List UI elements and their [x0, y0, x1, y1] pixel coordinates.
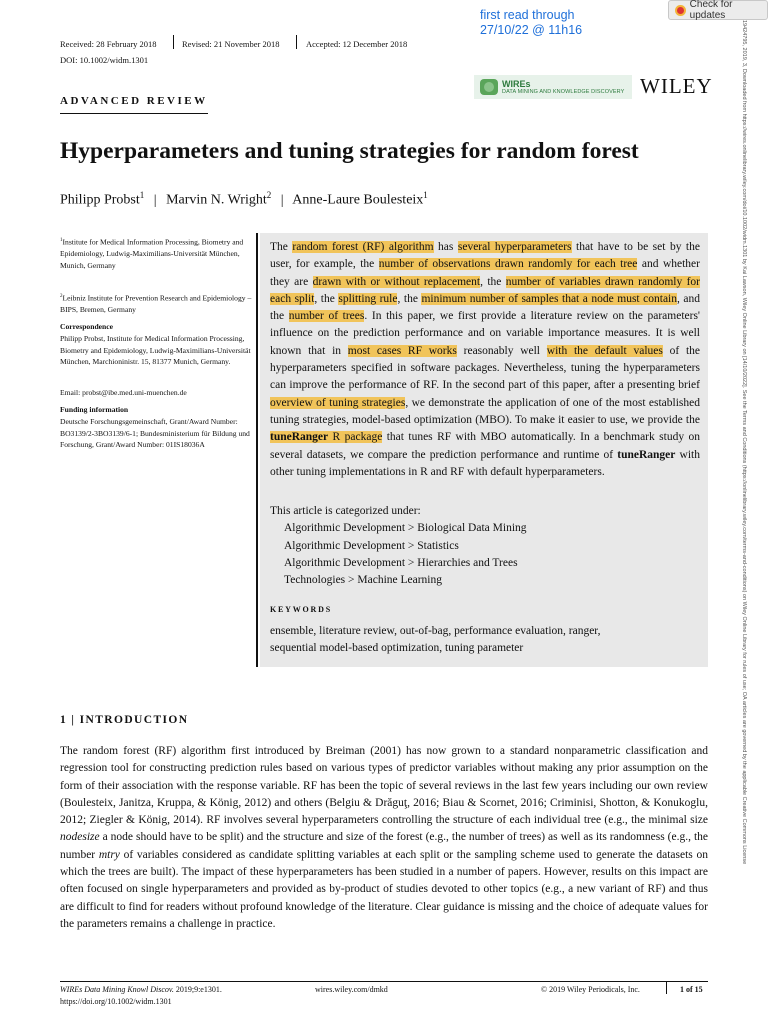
wiley-logo: WILEY — [640, 74, 713, 98]
highlight: number of observations drawn randomly for each tree — [378, 258, 638, 271]
correspondence-text: Philipp Probst, Institute for Medical Information Processing, Biometry and Epidemiology, Ludwig-Maximilians-Universität München, Marchioninistr. 15, 81377 Munich, Germany. — [60, 334, 251, 366]
download-notice — [741, 20, 758, 1020]
author-sup: 2 — [266, 190, 272, 200]
affiliation-2: $^2$Leibniz Institute for Prevention Research and Epidemiology – BIPS, Bremen, Germany — [60, 293, 252, 315]
author-separator: | — [153, 192, 157, 208]
highlight: minimum number of samples that a node must contain — [421, 292, 677, 305]
author-sup: 1 — [139, 190, 145, 200]
category-item[interactable]: Technologies > Machine Learning — [284, 574, 443, 587]
footer-citation: WIREs Data Mining Knowl Discov. 2019;9:e1301. — [60, 985, 222, 994]
check-updates-label: Check for updates — [689, 0, 733, 21]
highlight: with the default values — [546, 344, 663, 357]
section-underline — [60, 113, 208, 114]
accepted-date: Accepted: 12 December 2018 — [306, 39, 408, 49]
highlight: number of variables drawn randomly for each split — [270, 275, 700, 305]
highlight: several hyperparameters — [457, 241, 572, 253]
handwritten-annotation — [480, 8, 582, 38]
wires-name: WIREs — [502, 79, 531, 89]
abstract-text: The random forest (RF) algorithm has several hyperparameters that have to be set by the user, for example, the number of observations drawn randomly for each tree and whether they are drawn with or without replacement, the number of variables drawn randomly for each split, the splitting rule, the minimum number of samples that a node must contain, and the number of trees. In this paper, we first provide a literature review on the parameters' influence on the prediction performance and on variable importance measures. It is well known that in most cases RF works reasonably well with the default values of the hyperparameters specified in software packages. Nevertheless, tuning the hyperparameters can improve the performance of RF. In the second part of this paper, after a presenting brief overview of tuning strategies, we demonstrate the application of one of the most established tuning strategies, model-based optimization (MBO). To make it easier to use, we provide the tuneRanger R package that tunes RF with MBO automatically. In a benchmark study on several datasets, we compare the prediction performance and runtime of tuneRanger with other tuning implementations in R and RF with default hyperparameters. — [270, 241, 701, 478]
categories — [270, 503, 527, 589]
categories-heading: This article is categorized under: — [270, 505, 421, 517]
keywords-line: sequential model-based optimization, tuning parameter — [270, 642, 524, 655]
annotation-line-2: 27/10/22 @ 11h16 — [480, 23, 583, 37]
wires-subtitle: DATA MINING AND KNOWLEDGE DISCOVERY — [502, 89, 625, 95]
keywords — [270, 623, 601, 658]
highlight: number of trees — [288, 310, 365, 323]
divider — [296, 35, 297, 49]
highlight: tuneRanger — [270, 431, 329, 444]
intro-heading: 1 | INTRODUCTION — [60, 714, 189, 726]
keywords-heading: KEYWORDS — [270, 605, 332, 614]
highlight: drawn with or without replacement — [312, 275, 481, 288]
footer-copyright: © 2019 Wiley Periodicals, Inc. — [541, 985, 640, 994]
author-separator: | — [280, 192, 284, 208]
footer-rule — [60, 981, 708, 982]
revised-date: Revised: 21 November 2018 — [182, 39, 280, 49]
highlight: R package — [328, 431, 383, 444]
footer-url[interactable]: wires.wiley.com/dmkd — [315, 985, 388, 994]
category-item[interactable]: Algorithmic Development > Hierarchies and Trees — [284, 556, 518, 569]
email[interactable]: Email: probst@ibe.med.uni-muenchen.de — [60, 388, 187, 397]
highlight: most cases RF works — [347, 344, 457, 357]
download-notice-text: 19424795, 2019, 3, Downloaded from https://wires.onlinelibrary.wiley.com/doi/10.1002/widm.1301 by Kai Lawson, Wiley Online Library on [14/10/2022]. See the Terms and Conditions (https://onlinelibrary.wiley.com/terms-and-conditions) on Wiley Online Library for rules of use; OA articles are governed by the applicable Creative Commons License — [741, 20, 747, 865]
category-item[interactable]: Algorithmic Development > Statistics — [284, 539, 459, 552]
wires-logo — [474, 75, 632, 99]
highlight: random forest (RF) algorithm — [292, 241, 434, 253]
abstract-rule — [256, 233, 258, 667]
author-name[interactable]: Marvin N. Wright — [166, 192, 267, 208]
funding-heading: Funding information — [60, 405, 129, 414]
page-number: 1 of 15 — [680, 985, 703, 994]
correspondence-heading: Correspondence — [60, 322, 114, 331]
highlight: splitting rule — [338, 292, 398, 305]
affiliation-1: $^1$Institute for Medical Information Processing, Biometry and Epidemiology, Ludwig-Maximilians-Universität München, Munich, Germany — [60, 237, 244, 270]
annotation-line-1: first read through — [480, 8, 575, 22]
intro-paragraph: The random forest (RF) algorithm first introduced by Breiman (2001) has now grown to a standard nonparametric classification and regression tool for constructing prediction rules based on various types of predictor variables without making any prior assumption on the form of their association with the response variable. RF has been the topic of several reviews in the last few years including our own review (Boulesteix, Janitza, Kruppa, & König, 2012) and others (Belgiu & Drăguţ, 2016; Biau & Scornet, 2016; Criminisi, Shotton, & Konukoglu, 2012; Ziegler & König, 2014). RF involves several hyperparameters controlling the structure of each individual tree (e.g., the minimal size nodesize a node should have to be split) and the structure and size of the forest (e.g., the number of trees) as well as its randomness (e.g., the number mtry of variables considered as candidate splitting variables at each split or the sampling scheme used to generate the datasets on which the trees are built). The impact of these hyperparameters has been studied in a number of papers. However, results on this impact are often focused on single hyperparameters and provided as by-product of studies devoted to other topics (e.g., a new variant of RF) and thus are difficult to find for readers without profound knowledge of the literature. Clear guidance is missing and the choice of adequate values for the parameters remains a challenge in practice. — [60, 745, 708, 930]
check-updates-icon — [675, 5, 686, 16]
footer-doi[interactable]: https://doi.org/10.1002/widm.1301 — [60, 997, 172, 1006]
divider — [666, 982, 667, 994]
author-sup: 1 — [423, 190, 428, 200]
funding-text: Deutsche Forschungsgemeinschaft, Grant/Award Number: BO3139/2-3BO3139/6-1; Bundesministerium für Bildung und Forschung, Grant/Award Number: 01IS18036A — [60, 417, 250, 449]
check-for-updates-button[interactable] — [668, 0, 768, 20]
received-date: Received: 28 February 2018 — [60, 39, 157, 49]
keywords-line: ensemble, literature review, out-of-bag, performance evaluation, ranger, — [270, 625, 601, 637]
section-label: ADVANCED REVIEW — [60, 95, 208, 107]
divider — [173, 35, 174, 49]
category-item[interactable]: Algorithmic Development > Biological Data Mining — [284, 522, 527, 535]
doi[interactable]: DOI: 10.1002/widm.1301 — [60, 55, 149, 65]
author-list — [60, 190, 428, 209]
highlight: overview of tuning strategies — [270, 396, 406, 409]
author-name[interactable]: Anne-Laure Boulesteix — [292, 192, 424, 208]
author-name[interactable]: Philipp Probst — [60, 192, 140, 208]
paper-title: Hyperparameters and tuning strategies for random forest — [60, 138, 639, 164]
wires-icon — [480, 79, 498, 95]
